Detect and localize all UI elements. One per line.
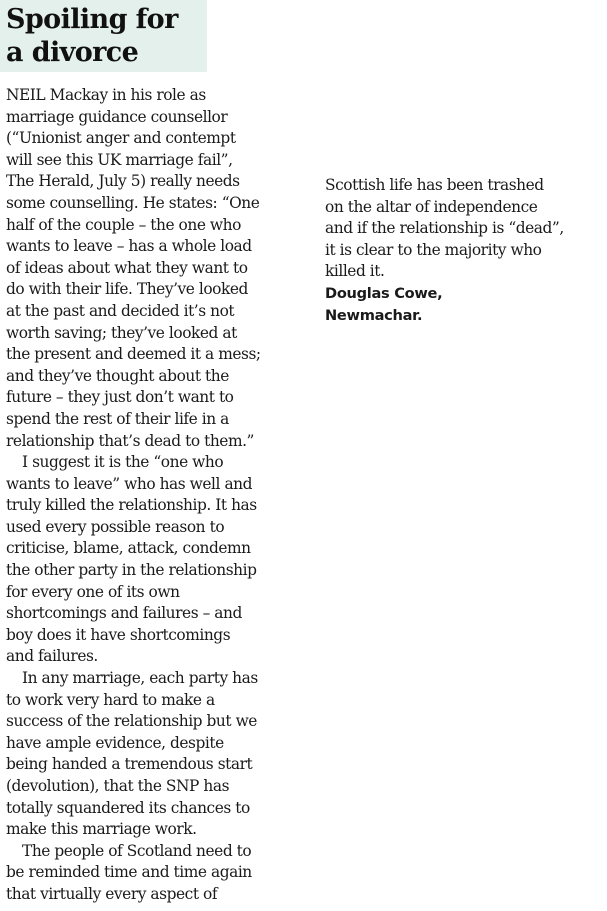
- body-line: will see this UK marriage fail”,: [6, 150, 233, 169]
- body-line: be reminded time and time again: [6, 863, 252, 882]
- headline-line: Spoiling for: [6, 4, 178, 35]
- body-line: being handed a tremendous start: [6, 755, 253, 774]
- body-line: the present and deemed it a mess;: [6, 345, 261, 364]
- body-line: boy does it have shortcomings: [6, 625, 231, 644]
- body-line: that virtually every aspect of: [6, 884, 218, 903]
- signature-place: Newmachar.: [325, 306, 423, 324]
- body-line: and failures.: [6, 647, 98, 666]
- body-line: Scottish life has been trashed: [325, 176, 544, 194]
- body-line: wants to leave” who has well and: [6, 474, 253, 493]
- body-line: NEIL Mackay in his role as: [6, 86, 206, 104]
- body-line: do with their life. They’ve looked: [6, 280, 248, 299]
- body-line: marriage guidance counsellor: [6, 107, 228, 126]
- body-line: on the altar of independence: [325, 197, 538, 216]
- body-line: relationship that’s dead to them.”: [6, 431, 254, 450]
- body-line: the other party in the relationship: [6, 561, 257, 580]
- paragraph-start-line: In any marriage, each party has: [22, 669, 258, 688]
- body-line: criticise, blame, attack, condemn: [6, 539, 251, 558]
- body-line: and if the relationship is “dead”,: [325, 219, 564, 238]
- body-line: success of the relationship but we: [6, 712, 257, 731]
- headline: [6, 3, 178, 69]
- body-line: at the past and decided it’s not: [6, 301, 235, 320]
- body-line: half of the couple – the one who: [6, 215, 241, 234]
- paragraph-start-line: The people of Scotland need to: [22, 841, 252, 860]
- body-line: totally squandered its chances to: [6, 798, 250, 817]
- body-line: truly killed the relationship. It has: [6, 496, 257, 515]
- body-line: to work very hard to make a: [6, 690, 215, 709]
- body-line: and they’ve thought about the: [6, 366, 229, 385]
- body-line: killed it.: [325, 262, 385, 281]
- body-line: used every possible reason to: [6, 517, 225, 536]
- body-line: worth saving; they’ve looked at: [6, 323, 237, 342]
- letter-body-right-column: [325, 175, 607, 326]
- signature-name: Douglas Cowe,: [325, 284, 443, 302]
- paragraph-start-line: I suggest it is the “one who: [22, 453, 224, 472]
- body-line: The Herald, July 5) really needs: [6, 172, 240, 191]
- body-line: wants to leave – has a whole load: [6, 237, 252, 256]
- body-line: future – they just don’t want to: [6, 388, 234, 407]
- body-line: it is clear to the majority who: [325, 240, 542, 259]
- body-line: have ample evidence, despite: [6, 733, 224, 752]
- body-line: (“Unionist anger and contempt: [6, 129, 236, 148]
- body-line: shortcomings and failures – and: [6, 604, 242, 623]
- body-line: of ideas about what they want to: [6, 258, 248, 277]
- headline-box: [0, 0, 207, 72]
- headline-line: a divorce: [6, 37, 139, 68]
- body-line: some counselling. He states: “One: [6, 193, 260, 212]
- body-line: make this marriage work.: [6, 820, 197, 839]
- body-line: spend the rest of their life in a: [6, 409, 229, 428]
- letter-body-left-column: [6, 85, 306, 906]
- body-line: for every one of its own: [6, 582, 180, 601]
- body-line: (devolution), that the SNP has: [6, 777, 230, 795]
